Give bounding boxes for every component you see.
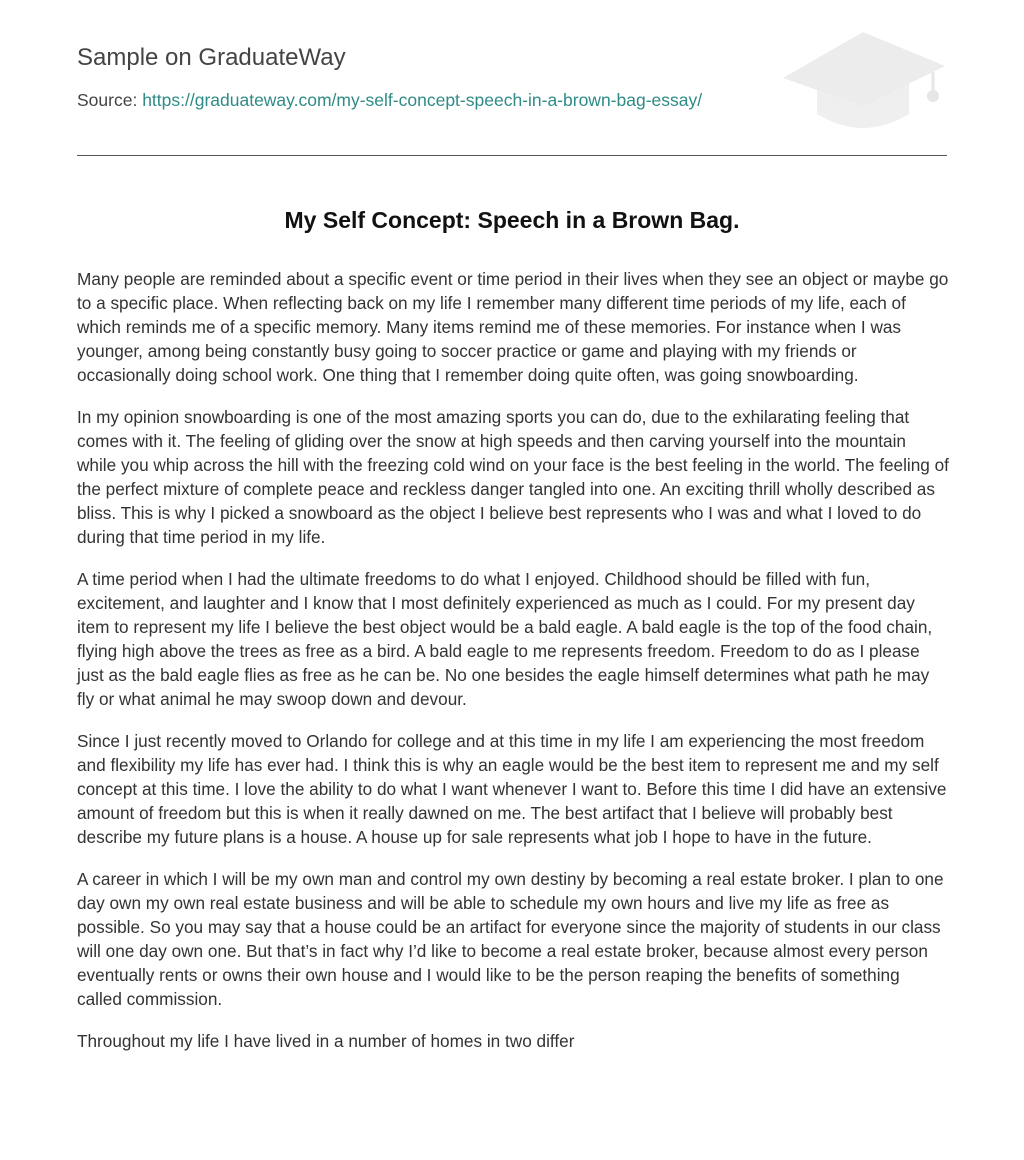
source-line xyxy=(77,90,702,111)
paragraph: A career in which I will be my own man and control my own destiny by becoming a real estate broker. I plan to one day own my own real estate business and will be able to schedule my own hours and live my life as free as possible. So you may say that a house could be an artifact for everyone since the majority of students in our class will one day own one. But that’s in fact why I’d like to become a real estate broker, because almost every person eventually rents or owns their own house and I would like to be the person reaping the benefits of something called commission. xyxy=(77,869,944,1009)
source-label: Source: xyxy=(77,90,143,110)
page-header xyxy=(77,0,947,156)
paragraph: A time period when I had the ultimate freedoms to do what I enjoyed. Childhood should be filled with fun, excitement, and laughter and I know that I most definitely experienced as much as I could. For my present day item to represent my life I believe the best object would be a bald eagle. A bald eagle is the top of the food chain, flying high above the trees as free as a bird. A bald eagle to me represents freedom. Freedom to do as I please just as the bald eagle flies as free as he can be. No one besides the eagle himself determines what path he may fly or what animal he may swoop down and devour. xyxy=(77,569,933,709)
graduation-cap-icon xyxy=(781,30,947,134)
paragraph: Throughout my life I have lived in a number of homes in two differ xyxy=(77,1031,575,1051)
page-title: My Self Concept: Speech in a Brown Bag. xyxy=(284,207,740,233)
article-body xyxy=(77,267,949,1071)
paragraph: In my opinion snowboarding is one of the most amazing sports you can do, due to the exhilarating feeling that comes with it. The feeling of gliding over the snow at high speeds and then carving yourself into the mountain while you whip across the hill with the freezing cold wind on your face is the best feeling in the world. The feeling of the perfect mixture of complete peace and reckless danger tangled into one. An exciting thrill wholly described as bliss. This is why I picked a snowboard as the object I believe best represents who I was and what I loved to do during that time period in my life. xyxy=(77,407,949,547)
site-name: Sample on GraduateWay xyxy=(77,44,346,71)
paragraph: Many people are reminded about a specific event or time period in their lives when they see an object or maybe go to a specific place. When reflecting back on my life I remember many different time periods of my life, each of which reminds me of a specific memory. Many items remind me of these memories. For instance when I was younger, among being constantly busy going to soccer practice or game and playing with my friends or occasionally doing school work. One thing that I remember doing quite often, was going snowboarding. xyxy=(77,269,949,385)
source-link[interactable]: https://graduateway.com/my-self-concept-speech-in-a-brown-bag-essay/ xyxy=(142,90,703,110)
header-divider xyxy=(77,155,947,156)
paragraph: Since I just recently moved to Orlando for college and at this time in my life I am experiencing the most freedom and flexibility my life has ever had. I think this is why an eagle would be the best item to represent me and my self concept at this time. I love the ability to do what I want whenever I want to. Before this time I did have an extensive amount of freedom but this is when it really dawned on me. The best artifact that I believe will probably best describe my future plans is a house. A house up for sale represents what job I hope to have in the future. xyxy=(77,731,947,847)
